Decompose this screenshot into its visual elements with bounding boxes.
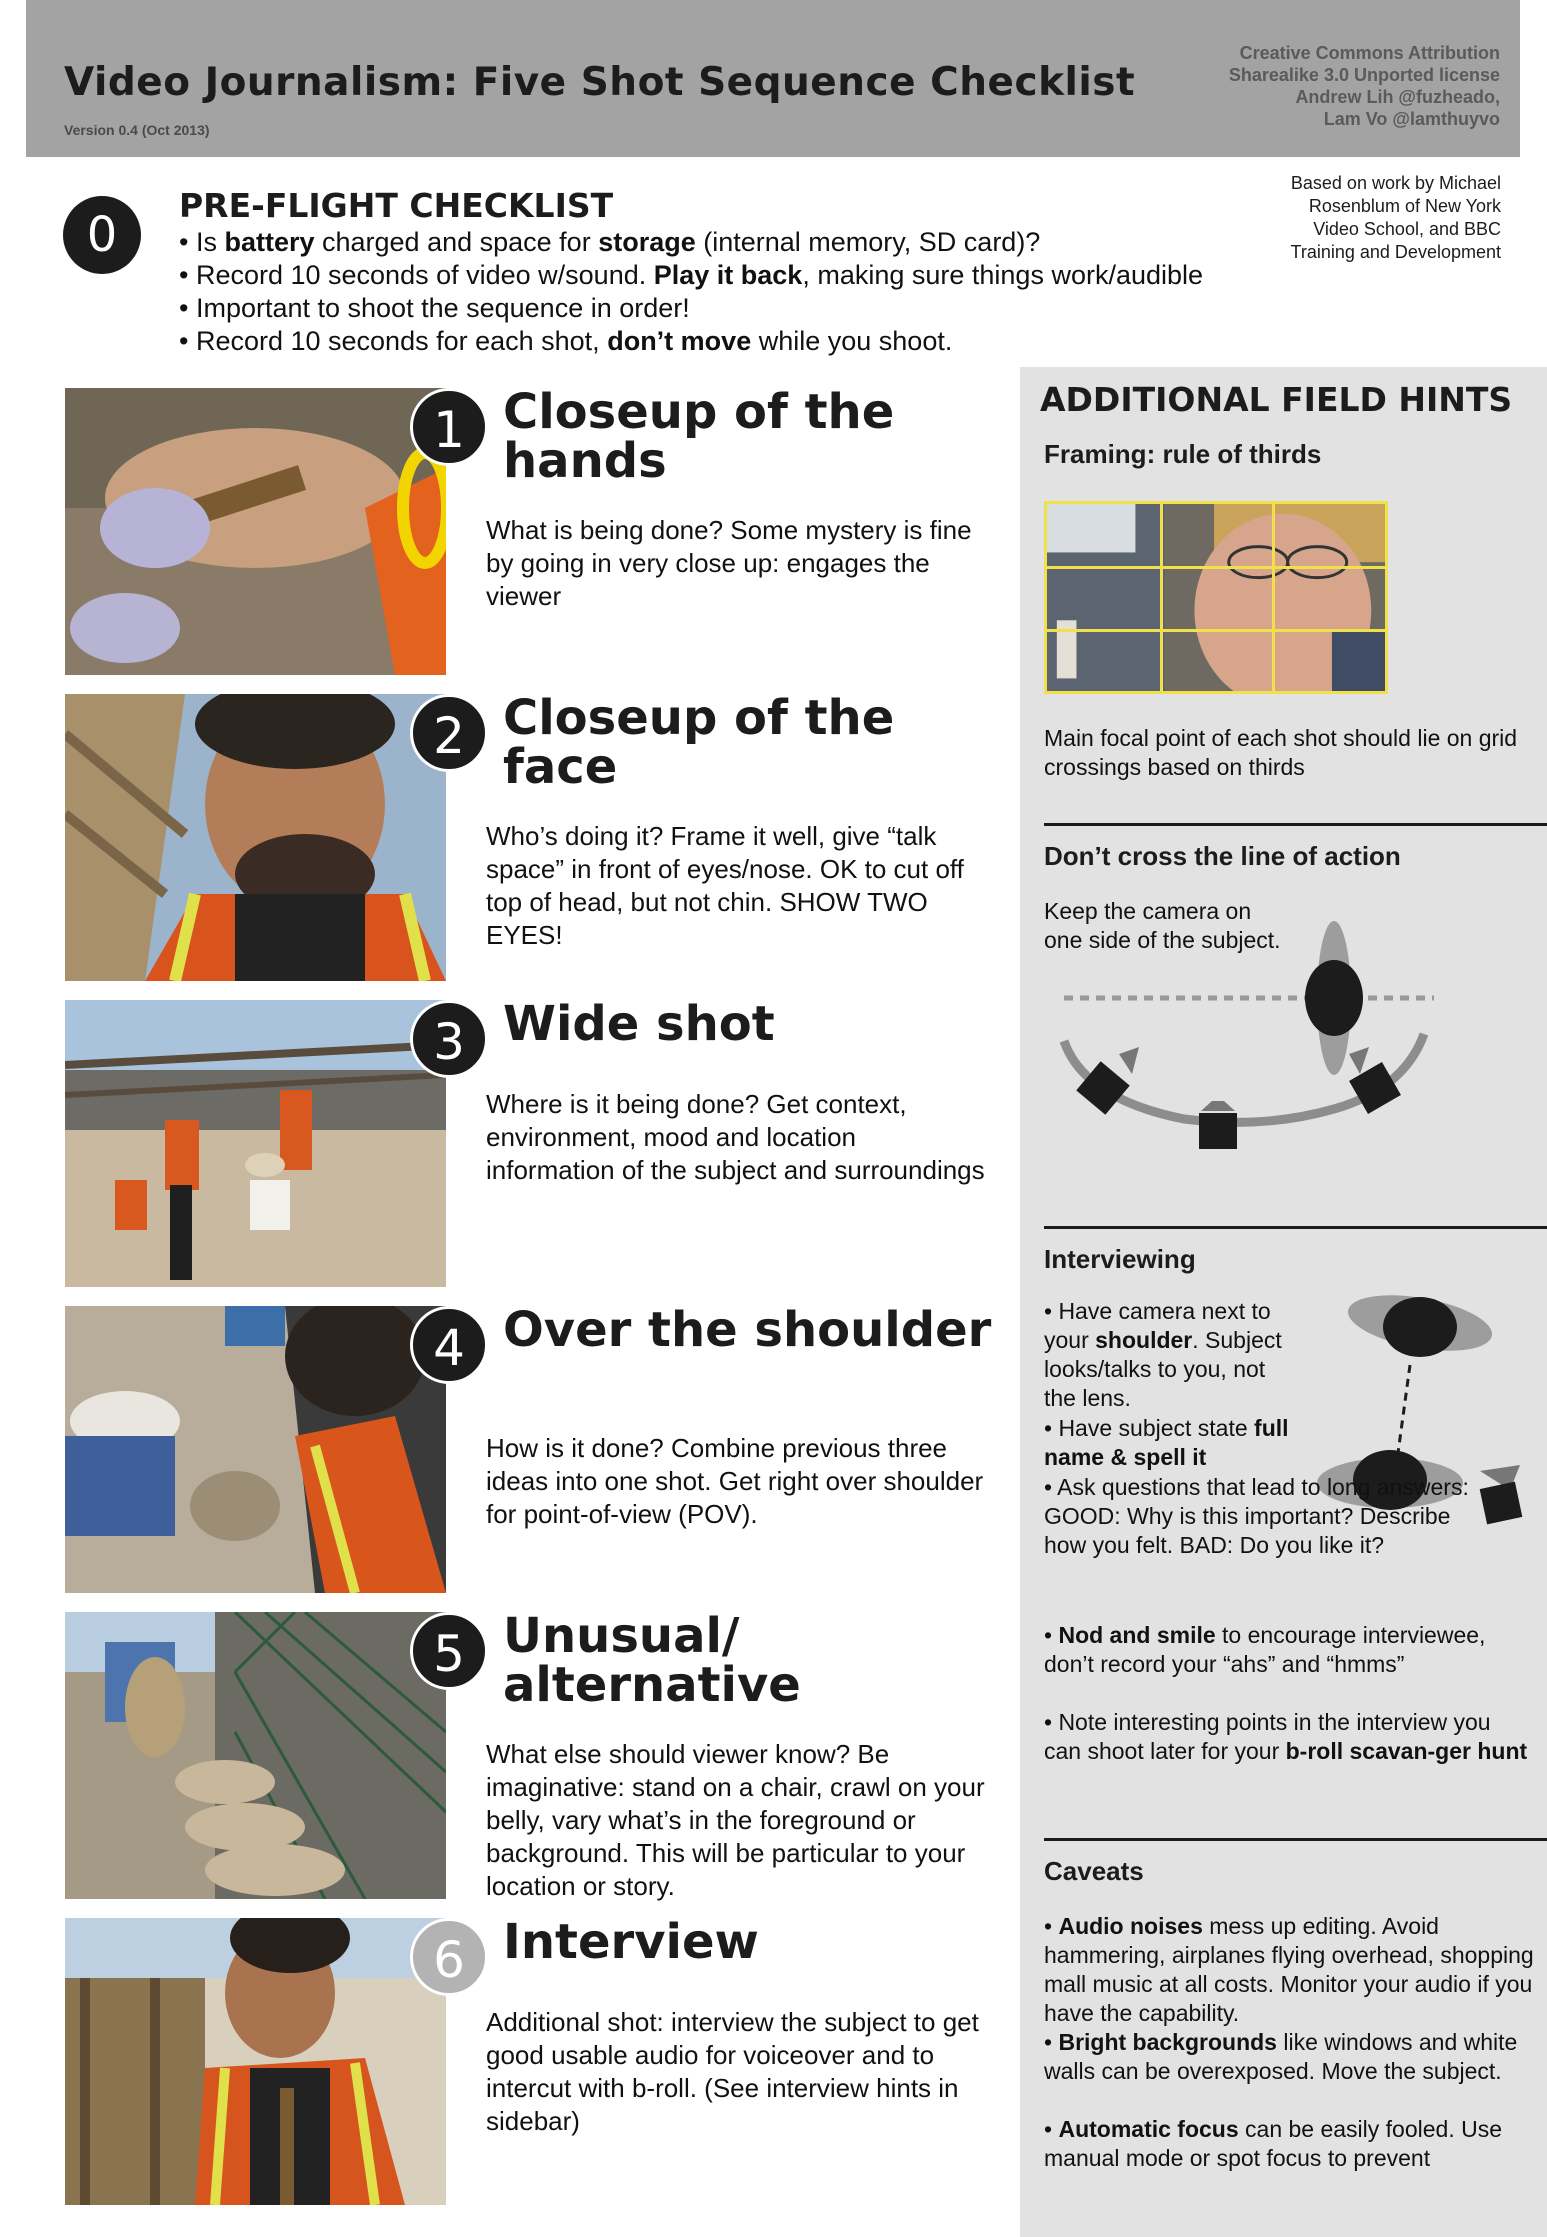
shot-section-wide-shot <box>0 996 1020 1290</box>
license-line: Creative Commons Attribution <box>1239 43 1500 63</box>
shot-description: Additional shot: interview the subject to get good usable audio for voiceover and to intercut with b-roll. (See interview hints in sidebar) <box>486 2007 979 2136</box>
thirds-gridline <box>1047 566 1385 569</box>
shot-photo-face <box>65 694 446 981</box>
license-line: Sharealike 3.0 Unported license <box>1228 65 1500 85</box>
caveats-heading: Caveats <box>1044 1856 1144 1886</box>
line-of-action-text: Keep the camera on one side of the subject. <box>1044 898 1281 953</box>
shot-photo-hands <box>65 388 446 675</box>
shot-title: Closeup of the hands <box>503 384 895 489</box>
license-line: Lam Vo @lamthuyvo <box>1323 109 1500 129</box>
checklist-item: • Record 10 seconds for each shot, don’t move while you shoot. <box>179 326 953 356</box>
interviewing-tip-1: • Have camera next to your shoulder. Subject looks/talks to you, not the lens. <box>1044 1298 1282 1411</box>
section-divider <box>1044 1226 1547 1229</box>
interviewing-tip-5: • Note interesting points in the interview you can shoot later for your b-roll scavan-ger hunt <box>1044 1709 1528 1764</box>
shot-photo-wide <box>65 1000 446 1287</box>
rule-of-thirds-image <box>1044 501 1388 694</box>
shot-photo-interview <box>65 1918 446 2205</box>
preflight-title: PRE-FLIGHT CHECKLIST <box>179 186 614 225</box>
shot-number-badge: 1 <box>410 388 488 466</box>
thirds-gridline <box>1272 504 1275 691</box>
shot-title: Over the shoulder <box>503 1302 992 1358</box>
checklist-item: • Is battery charged and space for storage (internal memory, SD card)? <box>179 227 1041 257</box>
caveat-audio-noises: • Audio noises mess up editing. Avoid hammering, airplanes flying overhead, shopping mall music at all costs. Monitor your audio if you have the capability. <box>1044 1913 1534 2026</box>
shot-number-badge: 4 <box>410 1306 488 1384</box>
shot-number-badge: 6 <box>410 1918 488 1996</box>
shot-title: Closeup of the face <box>503 690 895 795</box>
shot-description: What is being done? Some mystery is fine by going in very close up: engages the viewer <box>486 515 972 611</box>
license-line: Andrew Lih @fuzheado, <box>1295 87 1500 107</box>
section-divider <box>1044 1838 1547 1841</box>
checklist-item: • Record 10 seconds of video w/sound. Play it back, making sure things work/audible <box>179 260 1204 290</box>
shot-description: Where is it being done? Get context, environment, mood and location information of the subject and surroundings <box>486 1089 985 1185</box>
shot-number-badge: 2 <box>410 694 488 772</box>
interviewing-tip-4: • Nod and smile to encourage interviewee, don’t record your “ahs” and “hmms” <box>1044 1622 1486 1677</box>
interviewing-tip-3: • Ask questions that lead to long answers: GOOD: Why is this important? Describe how you felt. BAD: Do you like it? <box>1044 1474 1469 1558</box>
license-credit <box>1080 42 1500 130</box>
interviewing-heading: Interviewing <box>1044 1244 1196 1274</box>
shot-section-closeup-hands <box>0 384 1020 678</box>
thirds-gridline <box>1160 504 1163 691</box>
interviewing-tip-2: • Have subject state full name & spell it <box>1044 1415 1289 1470</box>
version-label: Version 0.4 (Oct 2013) <box>64 122 210 138</box>
header-banner <box>26 0 1520 157</box>
caveat-bright-backgrounds: • Bright backgrounds like windows and white walls can be overexposed. Move the subject. <box>1044 2029 1518 2084</box>
shot-description: What else should viewer know? Be imaginative: stand on a chair, crawl on your belly, vary what’s in the foreground or background. This will be particular to your location or story. <box>486 1739 985 1901</box>
field-hints-sidebar <box>1020 367 1547 2237</box>
sidebar-title: ADDITIONAL FIELD HINTS <box>1040 380 1513 419</box>
checklist-item: • Important to shoot the sequence in order! <box>179 293 690 323</box>
section-divider <box>1044 823 1547 826</box>
shot-section-closeup-face <box>0 690 1020 984</box>
attribution-note: Based on work by Michael Rosenblum of New York Video School, and BBC Training and Development <box>1290 173 1501 262</box>
step-number-badge: 0 <box>63 196 141 274</box>
line-of-action-diagram <box>1044 919 1444 1159</box>
shot-number-badge: 3 <box>410 1000 488 1078</box>
shot-title: Unusual/ alternative <box>503 1608 801 1713</box>
shot-section-over-shoulder <box>0 1302 1020 1596</box>
shot-section-unusual-alternative <box>0 1608 1020 1902</box>
shot-section-interview <box>0 1914 1020 2208</box>
framing-heading: Framing: rule of thirds <box>1044 439 1322 469</box>
shot-description: Who’s doing it? Frame it well, give “talk space” in front of eyes/nose. OK to cut off top of head, but not chin. SHOW TWO EYES! <box>486 821 964 950</box>
thirds-gridline <box>1047 629 1385 632</box>
page-title: Video Journalism: Five Shot Sequence Checklist <box>64 60 1136 105</box>
shot-photo-unusual <box>65 1612 446 1899</box>
preflight-checklist <box>179 226 1239 358</box>
shot-title: Wide shot <box>503 996 775 1052</box>
shot-number-badge: 5 <box>410 1612 488 1690</box>
line-of-action-heading: Don’t cross the line of action <box>1044 841 1401 871</box>
shot-title: Interview <box>503 1914 759 1970</box>
caveat-automatic-focus: • Automatic focus can be easily fooled. Use manual mode or spot focus to prevent <box>1044 2116 1503 2171</box>
shot-description: How is it done? Combine previous three ideas into one shot. Get right over shoulder for point-of-view (POV). <box>486 1433 984 1529</box>
shot-photo-shoulder <box>65 1306 446 1593</box>
framing-text: Main focal point of each shot should lie on grid crossings based on thirds <box>1044 725 1518 780</box>
